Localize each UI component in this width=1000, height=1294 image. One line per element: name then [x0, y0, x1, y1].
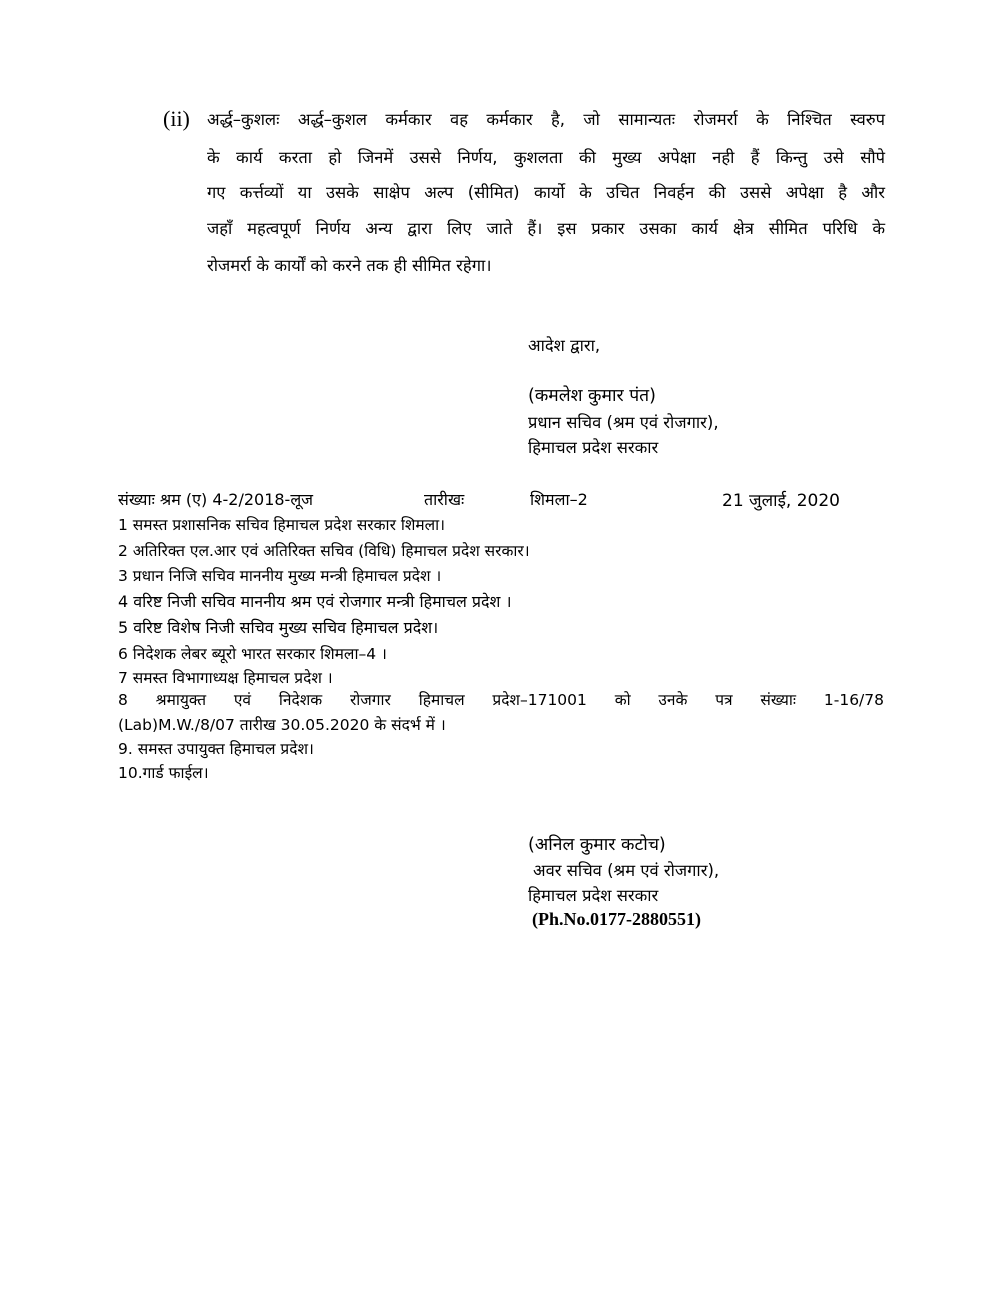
signatory-government: हिमाचल प्रदेश सरकार [528, 438, 659, 457]
distribution-item-10: 10.गार्ड फाईल। [118, 764, 209, 782]
distribution-item-5: 5 वरिष्ट विशेष निजी सचिव मुख्य सचिव हिमाचल प्रदेश। [118, 618, 439, 637]
signatory-designation: प्रधान सचिव (श्रम एवं रोजगार), [528, 413, 719, 432]
letter-date: 21 जुलाई, 2020 [722, 491, 840, 511]
distribution-item-1: 1 समस्त प्रशासनिक सचिव हिमाचल प्रदेश सरकार शिमला। [118, 516, 446, 534]
under-secretary-government: हिमाचल प्रदेश सरकार [528, 886, 659, 905]
phone-number: (Ph.No.0177-2880551) [532, 909, 701, 929]
paragraph-line-4: जहॉं महत्वपूर्ण निर्णय अन्य द्वारा लिए जाते हैं। इस प्रकार उसका कार्य क्षेत्र सीमित परिधि के [207, 219, 885, 238]
paragraph-line-1: अर्द्ध–कुशलः अर्द्ध–कुशल कर्मकार वह कर्मकार है, जो सामान्यतः रोजमर्रा के निश्चित स्वरुप [207, 110, 885, 129]
reference-number: संख्याः श्रम (ए) 4-2/2018-लूज [118, 490, 314, 509]
distribution-item-3: 3 प्रधान निजि सचिव माननीय मुख्य मन्त्री हिमाचल प्रदेश । [118, 567, 442, 585]
reference-row [118, 488, 858, 512]
paragraph-line-3: गए कर्त्तव्यों या उसके साक्षेप अल्प (सीमित) कार्यो के उचित निवर्हन की उससे अपेक्षा है और [207, 183, 885, 202]
paragraph-marker: (ii) [163, 106, 190, 131]
distribution-item-8-continued: (Lab)M.W./8/07 तारीख 30.05.2020 के संदर्भ में । [118, 716, 446, 734]
distribution-item-9: 9. समस्त उपायुक्त हिमाचल प्रदेश। [118, 740, 314, 758]
by-order-text: आदेश द्वारा, [528, 336, 601, 355]
distribution-item-6: 6 निदेशक लेबर ब्यूरो भारत सरकार शिमला–4 । [118, 645, 387, 663]
distribution-item-8: 8 श्रमायुक्त एवं निदेशक रोजगार हिमाचल प्रदेश–171001 को उनके पत्र संख्याः 1-16/78 [118, 691, 884, 709]
distribution-item-2: 2 अतिरिक्त एल.आर एवं अतिरिक्त सचिव (विधि) हिमाचल प्रदेश सरकार। [118, 542, 530, 560]
distribution-item-4: 4 वरिष्ट निजी सचिव माननीय श्रम एवं रोजगार मन्त्री हिमाचल प्रदेश । [118, 592, 512, 611]
paragraph-line-5: रोजमर्रा के कार्यों को करने तक ही सीमित रहेगा। [207, 256, 492, 275]
place: शिमला–2 [530, 490, 588, 509]
paragraph-line-2: के कार्य करता हो जिनमें उससे निर्णय, कुशलता की मुख्य अपेक्षा नही हैं किन्तु उसे सौपे [207, 148, 885, 167]
distribution-item-7: 7 समस्त विभागाध्यक्ष हिमाचल प्रदेश । [118, 669, 333, 687]
under-secretary-name: (अनिल कुमार कटोच) [528, 835, 666, 855]
under-secretary-designation: अवर सचिव (श्रम एवं रोजगार), [533, 861, 720, 880]
signatory-name: (कमलेश कुमार पंत) [528, 386, 656, 406]
date-label: तारीखः [424, 490, 465, 509]
